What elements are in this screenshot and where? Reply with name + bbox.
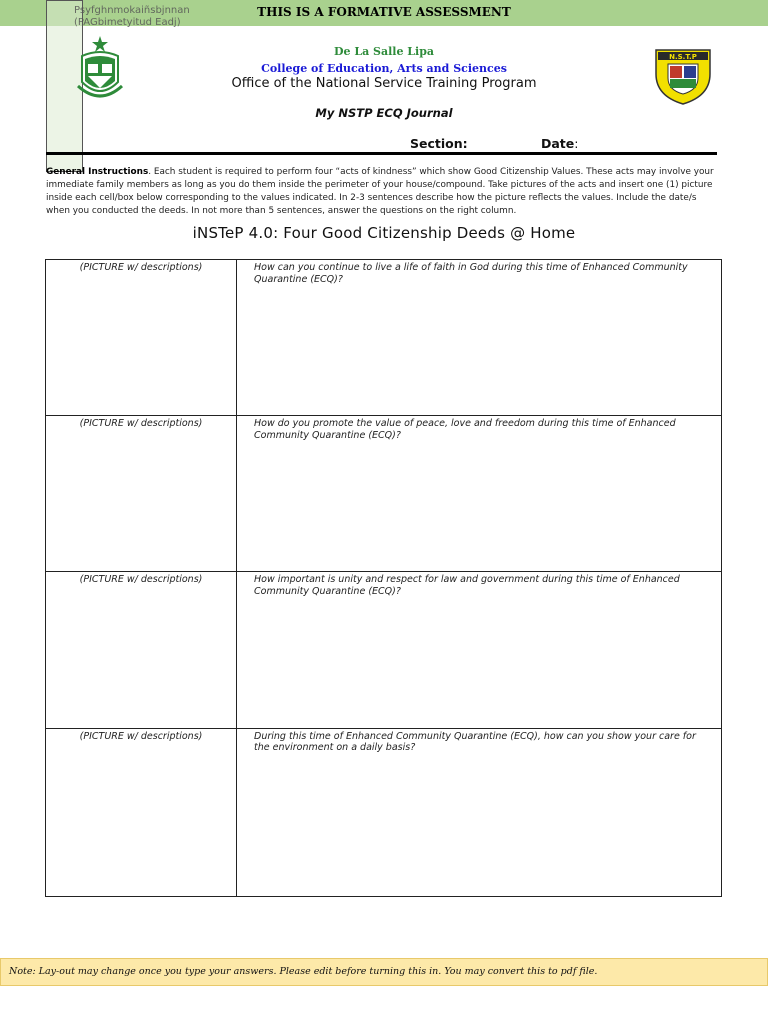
- answer-cell[interactable]: During this time of Enhanced Community Quarantine (ECQ), how can you show your care for the environment on a daily basis?: [237, 728, 722, 896]
- banner-title: THIS IS A FORMATIVE ASSESSMENT: [257, 5, 511, 19]
- main-heading: iNSTeP 4.0: Four Good Citizenship Deeds @ Home: [192, 224, 576, 242]
- journal-title: My NSTP ECQ Journal: [315, 106, 453, 120]
- picture-cell[interactable]: (PICTURE w/ descriptions): [46, 728, 237, 896]
- table-row: [46, 572, 722, 728]
- table-row: [46, 416, 722, 572]
- school-name: De La Salle Lipa: [333, 45, 435, 58]
- date-label: Date:: [541, 136, 579, 151]
- header-divider: [46, 152, 717, 155]
- note-box: [0, 958, 768, 986]
- answer-cell[interactable]: How important is unity and respect for law and government during this time of Enhanced Community Quarantine (ECQ)?: [237, 572, 722, 728]
- table-row: [46, 728, 722, 896]
- section-label: Section:: [410, 136, 468, 151]
- instructions-body: . Each student is required to perform four “acts of kindness” which show Good Citizenship Values. These acts may involve your immediate family members as long as you do them inside the perimeter of your house/compound. Take pictures of the acts and insert one (1) picture inside each cell/box below corresponding to the values indicated. In 2-3 sentences describe how the picture reflects the values. Include the date/s when you conducted the deeds. In not more than 5 sentences, answer the questions on the right column.: [46, 167, 714, 216]
- overlay-text-line-2: (PAGbimetyitud Eadj): [74, 17, 181, 28]
- nstp-logo-text: N.S.T.P: [669, 53, 697, 61]
- note-text: Note: Lay-out may change once you type your answers. Please edit before turning this in. You may convert this to pdf file.: [9, 966, 598, 977]
- answer-cell[interactable]: How do you promote the value of peace, love and freedom during this time of Enhanced Community Quarantine (ECQ)?: [237, 416, 722, 572]
- picture-cell[interactable]: (PICTURE w/ descriptions): [46, 416, 237, 572]
- deeds-table: [45, 259, 722, 897]
- overlay-text-line-1: Psyfghnmokaiñsbjnnan: [74, 5, 190, 16]
- table-row: [46, 260, 722, 416]
- instructions-lead: General Instructions: [46, 167, 149, 177]
- picture-cell[interactable]: (PICTURE w/ descriptions): [46, 260, 237, 416]
- picture-cell[interactable]: (PICTURE w/ descriptions): [46, 572, 237, 728]
- general-instructions: [46, 166, 717, 218]
- answer-cell[interactable]: How can you continue to live a life of faith in God during this time of Enhanced Community Quarantine (ECQ)?: [237, 260, 722, 416]
- office-name: Office of the National Service Training Program: [231, 76, 537, 91]
- college-name: College of Education, Arts and Sciences: [261, 62, 507, 75]
